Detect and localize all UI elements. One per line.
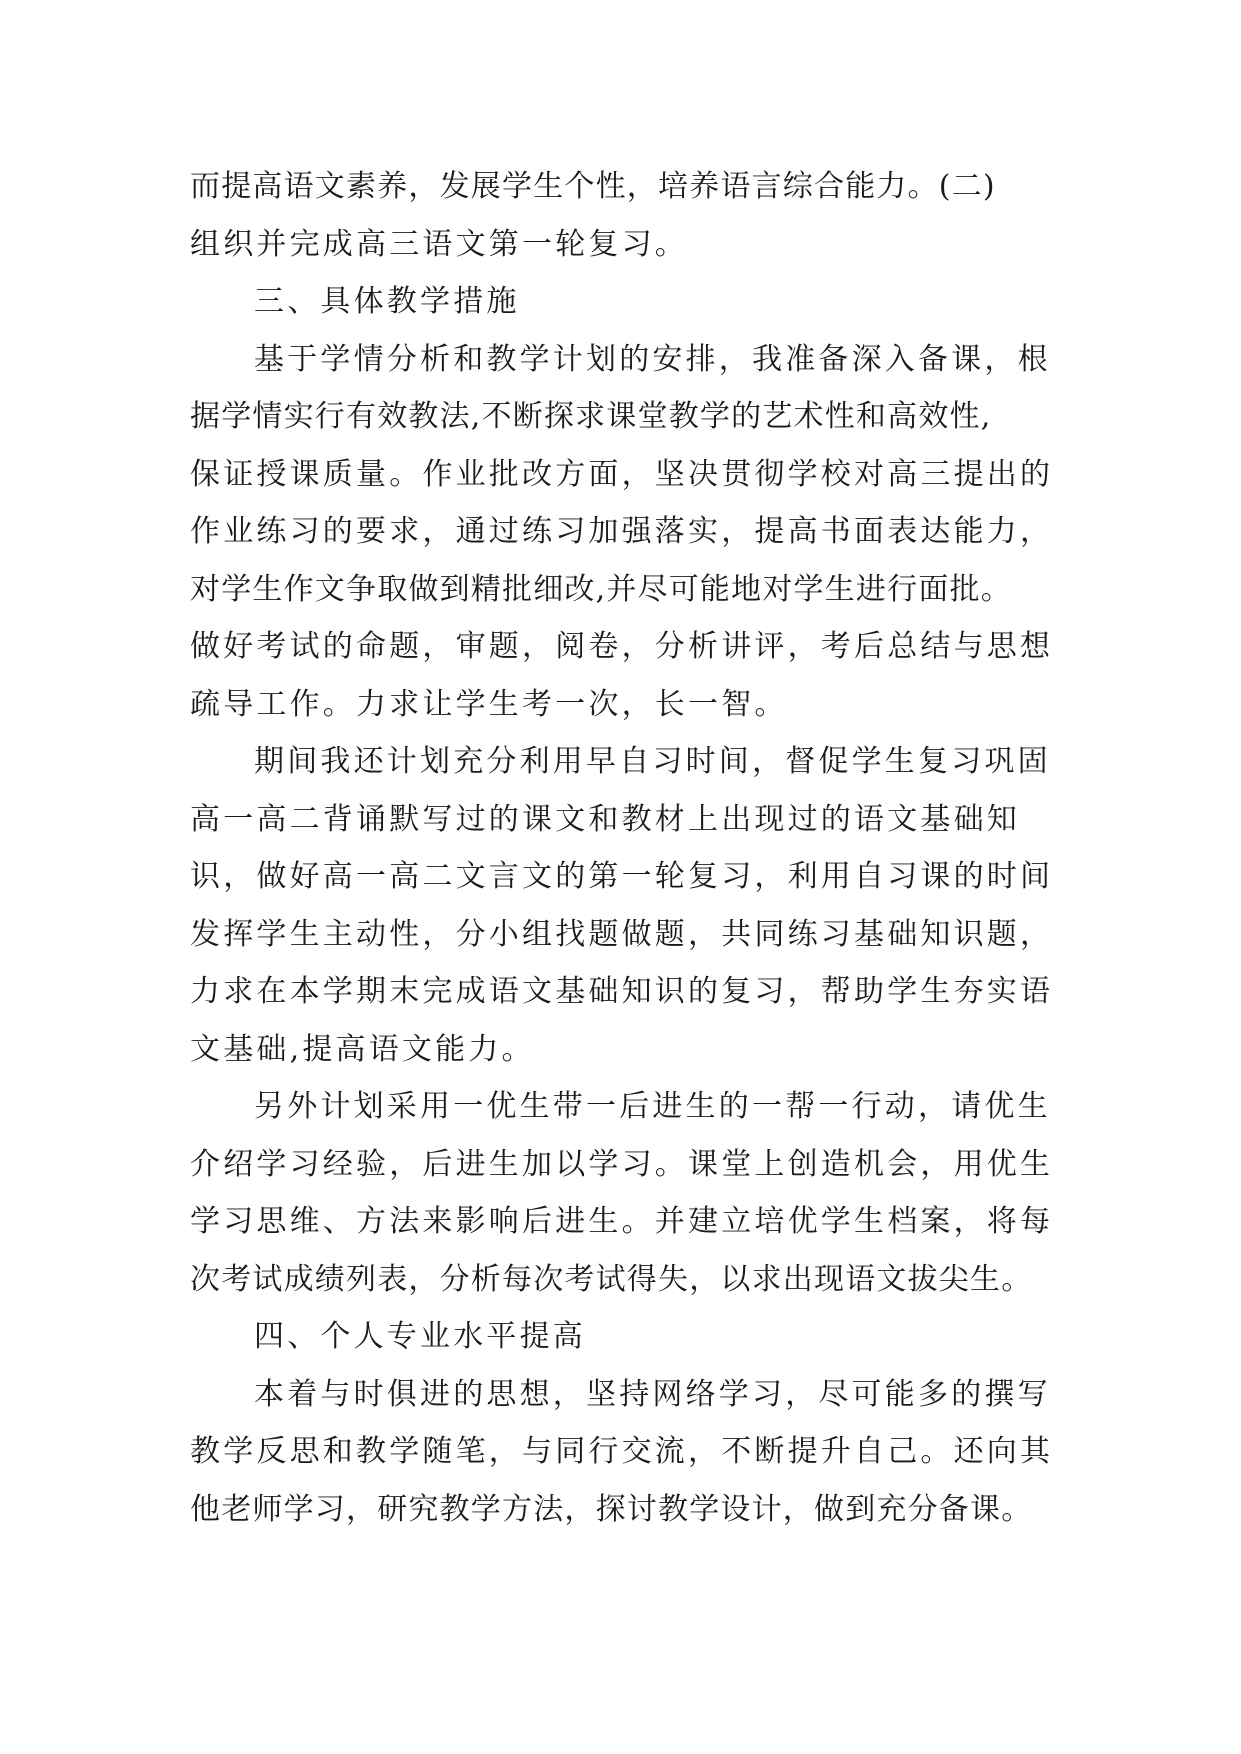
- text-line: 三、具体教学措施: [254, 284, 520, 319]
- text-line: 组织并完成高三语文第一轮复习。: [190, 226, 688, 262]
- text-line: 介绍学习经验，后进生加以学习。课堂上创造机会，用优生: [190, 1146, 1054, 1182]
- text-line: 做好考试的命题，审题，阅卷，分析讲评，考后总结与思想: [190, 629, 1054, 664]
- text-line: 另外计划采用一优生带一后进生的一帮一行动，请优生: [254, 1089, 1051, 1124]
- text-line: 力求在本学期末完成语文基础知识的复习，帮助学生夯实语: [190, 974, 1054, 1009]
- text-line: 基于学情分析和教学计划的安排，我准备深入备课，根: [254, 341, 1051, 377]
- text-line: 作业练习的要求，通过练习加强落实，提高书面表达能力，: [190, 514, 1054, 549]
- text-line: 对学生作文争取做到精批细改,并尽可能地对学生进行面批。: [190, 571, 1012, 607]
- text-line: 四、个人专业水平提高: [254, 1319, 586, 1354]
- text-line: 次考试成绩列表，分析每次考试得失，以求出现语文拔尖生。: [190, 1261, 1033, 1297]
- text-line: 发挥学生主动性，分小组找题做题，共同练习基础知识题，: [190, 916, 1054, 952]
- text-line: 据学情实行有效教法,不断探求课堂教学的艺术性和高效性,: [190, 399, 992, 434]
- text-line: 本着与时俱进的思想，坚持网络学习，尽可能多的撰写: [254, 1376, 1051, 1412]
- text-line: 疏导工作。力求让学生考一次，长一智。: [190, 686, 788, 722]
- document-body: [190, 158, 1054, 1538]
- text-line: 他老师学习，研究教学方法，探讨教学设计，做到充分备课。: [190, 1491, 1033, 1527]
- text-line: 识，做好高一高二文言文的第一轮复习，利用自习课的时间: [190, 859, 1054, 894]
- text-line: 文基础,提高语文能力。: [190, 1031, 535, 1067]
- text-line: 高一高二背诵默写过的课文和教材上出现过的语文基础知: [190, 801, 1020, 837]
- text-line: 期间我还计划充分利用早自习时间，督促学生复习巩固: [254, 744, 1051, 779]
- text-line: 学习思维、方法来影响后进生。并建立培优学生档案，将每: [190, 1204, 1054, 1239]
- text-line: 而提高语文素养，发展学生个性，培养语言综合能力。(二): [190, 169, 996, 204]
- text-line: 教学反思和教学随笔，与同行交流，不断提升自己。还向其: [190, 1434, 1054, 1469]
- text-line: 保证授课质量。作业批改方面，坚决贯彻学校对高三提出的: [190, 456, 1054, 492]
